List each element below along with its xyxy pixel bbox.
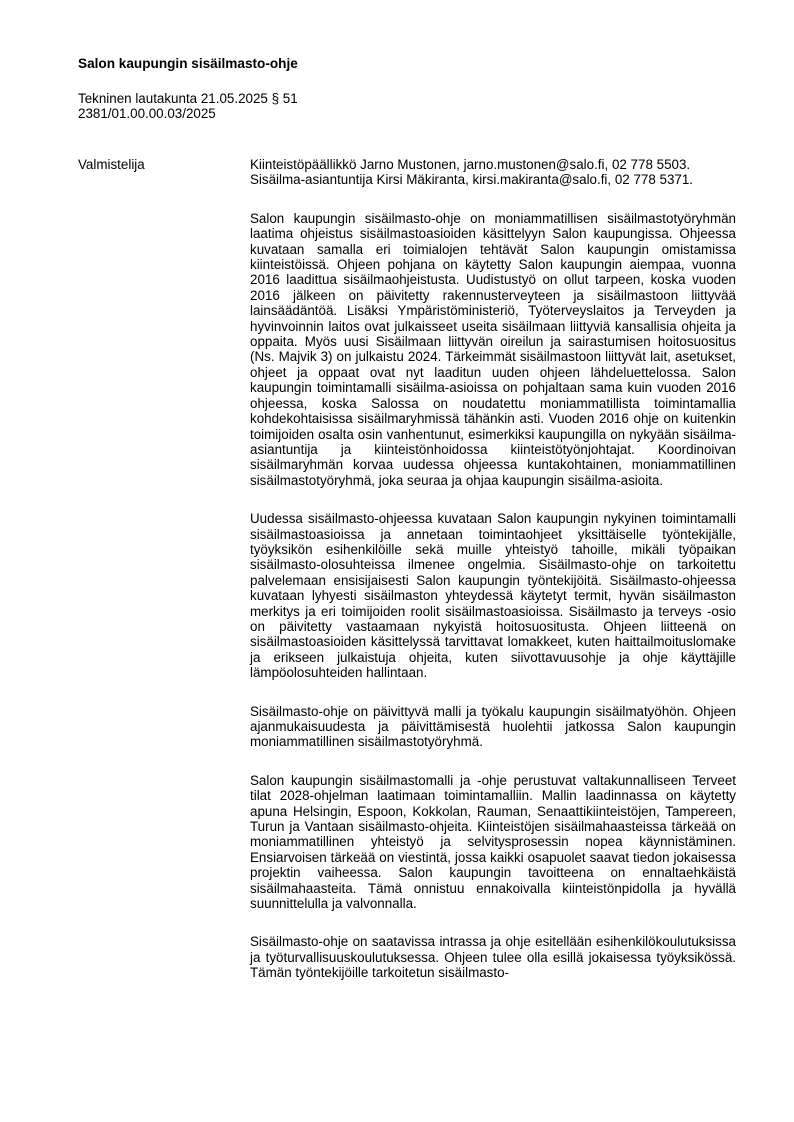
spacer (250, 188, 736, 211)
page-title: Salon kaupungin sisäilmasto-ohje (78, 56, 298, 71)
spacer (250, 681, 736, 704)
preparer-line: Kiinteistöpäällikkö Jarno Mustonen, jarno.mustonen@salo.fi, 02 778 5503. (250, 157, 691, 172)
paragraph: Salon kaupungin sisäilmasto-ohje on moniammatillisen sisäilmastotyöryhmän laatima ohjeistus sisäilmastoasioiden käsittelyyn Salon kaupungissa. Ohjeessa kuvataan samalla eri toimialojen tehtävät Salon kaupungin omistamissa kiinteistöissä. Ohjeen pohjana on käytetty Salon kaupungin aiempaa, vuonna 2016 laadittua sisäilmaohjeistusta. Uudistustyö on ollut tarpeen, koska vuoden 2016 jälkeen on päivitetty rakennusterveyteen ja sisäilmastoon liittyvää lainsäädäntöä. Lisäksi Ympäristöministeriö, Työterveyslaitos ja Terveyden ja hyvinvoinnin laitos ovat julkaisseet useita sisäilmaan liittyviä kansallisia ohjeita ja oppaita. Myös uusi Sisäilmaan liittyvän oireilun ja sairastumisen hoitosuositus (Ns. Majvik 3) on julkaistu 2024. Tärkeimmät sisäilmastoon liittyvät lait, asetukset, ohjeet ja oppaat ovat nyt laaditun uuden ohjeen lähdeluettelossa. Salon kaupungin toimintamalli sisäilma-asioissa on pohjaltaan sama kuin vuoden 2016 ohjeessa, koska Salossa on noudatettu moniammatillista toimintamallia kohdekohtaisissa sisäilmaryhmissä tähänkin asti. Vuoden 2016 ohje on kuitenkin toimijoiden osalta osin vanhentunut, esimerkiksi kaupungilla on nykyään sisäilma-asiantuntija ja kiinteistönhoidossa kiinteistötyönjohtajat. Koordinoivan sisäilmaryhmän korvaa uudessa ohjeessa kuntakohtainen, moniammatillinen sisäilmastotyöryhmä, joka seuraa ja ohjaa kaupungin sisäilma-asioita. (250, 210, 736, 488)
paragraph: Sisäilmasto-ohje on saatavissa intrassa ja ohje esitellään esihenkilökoulutuksissa ja työturvallisuuskoulutuksessa. Ohjeen tulee olla esillä jokaisessa työyksikössä. Tämän työntekijöille tarkoitetun sisäilmasto- (250, 934, 736, 981)
paragraph: Salon kaupungin sisäilmastomalli ja -ohje perustuvat valtakunnalliseen Terveet tilat 2028-ohjelman laatimaan toimintamalliin. Mallin laadinnassa on käytetty apuna Helsingin, Espoon, Kokkolan, Rauman, Senaattikiinteistöjen, Tampereen, Turun ja Vantaan sisäilmasto-ohjeita. Kiinteistöjen sisäilmahaasteissa tärkeää on moniammatillinen yhteistyö ja selvitysprosessin nopea käynnistäminen. Ensiarvoisen tärkeää on viestintä, jossa kaikki osapuolet saavat tiedon jokaisessa projektin vaiheessa. Salon kaupungin tavoitteena on ennaltaehkäistä sisäilmahaasteita. Tämä onnistuu ennakoivalla kiinteistönpidolla ja hyvällä suunnittelulla ja valvonnalla. (250, 772, 736, 912)
record-id-line: 2381/01.00.00.03/2025 (78, 106, 216, 122)
preparer-label: Valmistelija (78, 157, 145, 172)
paragraph: Sisäilmasto-ohje on päivittyvä malli ja työkalu kaupungin sisäilmatyöhön. Ohjeen ajanmukaisuudesta ja päivittämisestä huolehtii jatkossa Salon kaupungin moniammatillinen sisäilmastotyöryhmä. (250, 703, 736, 750)
spacer (250, 488, 736, 511)
body-column (250, 157, 736, 981)
preparer-line: Sisäilma-asiantuntija Kirsi Mäkiranta, kirsi.makiranta@salo.fi, 02 778 5371. (250, 172, 694, 188)
spacer (250, 750, 736, 773)
spacer (250, 911, 736, 934)
paragraph: Uudessa sisäilmasto-ohjeessa kuvataan Salon kaupungin nykyinen toimintamalli sisäilmastoasioissa ja annetaan toimintaohjeet yksittäiselle työntekijälle, työyksikön esihenkilöille sekä muille yhteistyö tahoille, mikäli työpaikan sisäilmasto-olosuhteissa ilmenee ongelmia. Sisäilmasto-ohje on tarkoitettu palvelemaan ensisijaisesti Salon kaupungin työntekijöitä. Sisäilmasto-ohjeessa kuvataan lyhyesti sisäilmaston yhteydessä käytetyt termit, hyvän sisäilmaston merkitys ja eri toimijoiden roolit sisäilmastoasioissa. Sisäilmasto ja terveys -osio on päivitetty vastaamaan nykyistä hoitosuositusta. Ohjeen liitteenä on sisäilmastoasioiden käsittelyssä tarvittavat lomakkeet, kuten haittailmoituslomake ja erikseen julkaistuja ohjeita, kuten siivottavuusohje ja ohje käyttäjille lämpöolosuhteiden hallintaan. (250, 511, 736, 681)
meeting-line: Tekninen lautakunta 21.05.2025 § 51 (78, 91, 298, 106)
meta-block (78, 91, 298, 122)
